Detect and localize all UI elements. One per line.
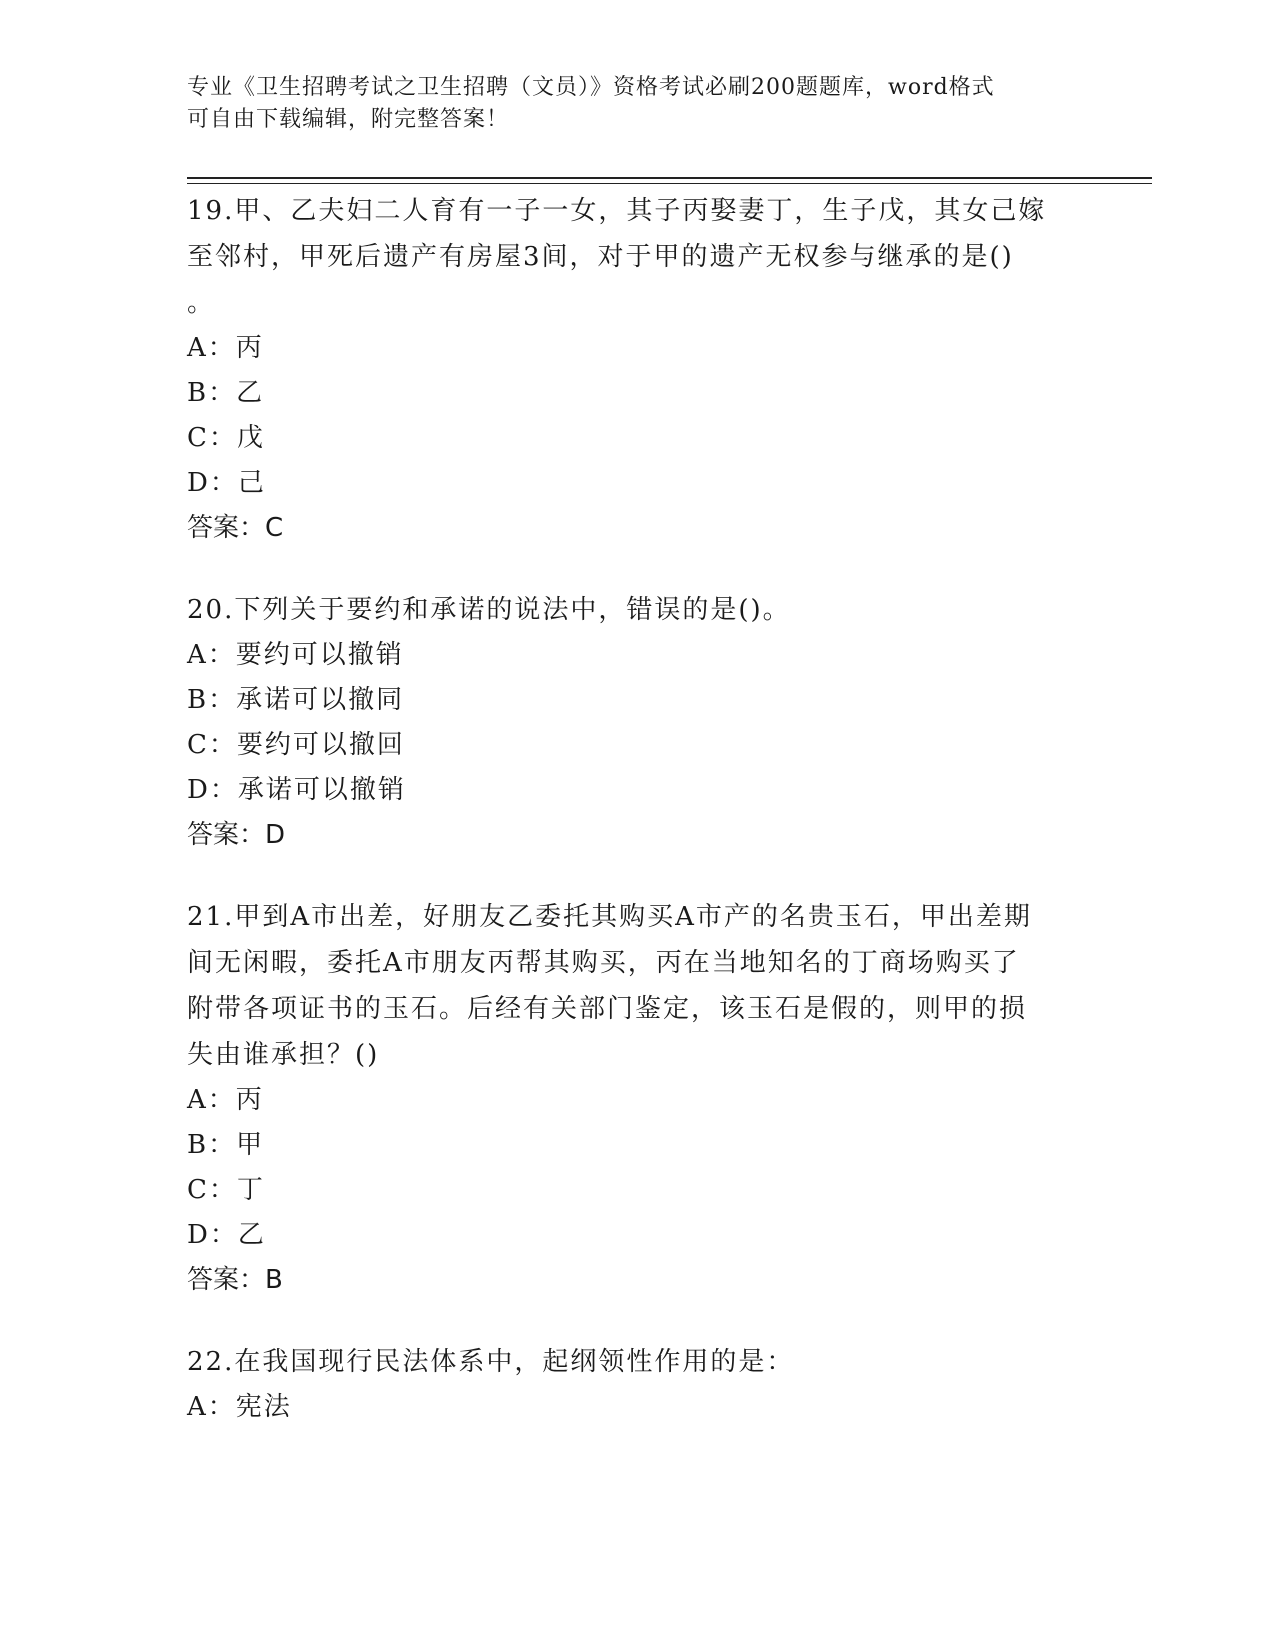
question-20 <box>187 587 1087 858</box>
option-c: C：戊 <box>187 423 265 453</box>
header-line-1: 专业《卫生招聘考试之卫生招聘（文员）》资格考试必刷200题题库，word格式 <box>187 75 995 100</box>
option-a: A：宪法 <box>187 1392 292 1422</box>
option-c: C：要约可以撤回 <box>187 730 405 760</box>
question-stem-line: 19.甲、乙夫妇二人育有一子一女，其子丙娶妻丁，生子戊，其女己嫁 <box>187 196 1047 226</box>
question-stem-line: 。 <box>187 288 216 318</box>
question-21 <box>187 894 1087 1303</box>
option-d: D：承诺可以撤销 <box>187 775 406 805</box>
header-divider-thin <box>187 183 1152 184</box>
option-b: B：承诺可以撤同 <box>187 685 405 715</box>
option-d: D：乙 <box>187 1220 266 1250</box>
question-stem-line: 至邻村，甲死后遗产有房屋3间，对于甲的遗产无权参与继承的是() <box>187 242 1014 272</box>
question-stem-line: 失由谁承担？() <box>187 1040 380 1070</box>
question-22 <box>187 1339 1087 1430</box>
document-header <box>187 72 1067 136</box>
header-divider-thick <box>187 177 1152 179</box>
header-line-2: 可自由下载编辑，附完整答案！ <box>187 107 510 132</box>
answer-line: 答案：D <box>187 820 286 850</box>
question-stem-line: 22.在我国现行民法体系中，起纲领性作用的是： <box>187 1347 795 1377</box>
answer-line: 答案：B <box>187 1265 283 1295</box>
question-stem-line: 间无闲暇，委托A市朋友丙帮其购买，丙在当地知名的丁商场购买了 <box>187 948 1020 978</box>
option-d: D：己 <box>187 468 266 498</box>
option-a: A：要约可以撤销 <box>187 640 404 670</box>
question-stem-line: 附带各项证书的玉石。后经有关部门鉴定，该玉石是假的，则甲的损 <box>187 994 1028 1024</box>
question-list <box>187 188 1087 1466</box>
option-b: B：甲 <box>187 1130 265 1160</box>
question-stem-line: 21.甲到A市出差，好朋友乙委托其购买A市产的名贵玉石，甲出差期 <box>187 902 1032 932</box>
question-19 <box>187 188 1087 551</box>
question-stem-line: 20.下列关于要约和承诺的说法中，错误的是()。 <box>187 595 791 625</box>
option-b: B：乙 <box>187 378 265 408</box>
option-c: C：丁 <box>187 1175 265 1205</box>
option-a: A：丙 <box>187 333 264 363</box>
answer-line: 答案：C <box>187 513 284 543</box>
option-a: A：丙 <box>187 1085 264 1115</box>
